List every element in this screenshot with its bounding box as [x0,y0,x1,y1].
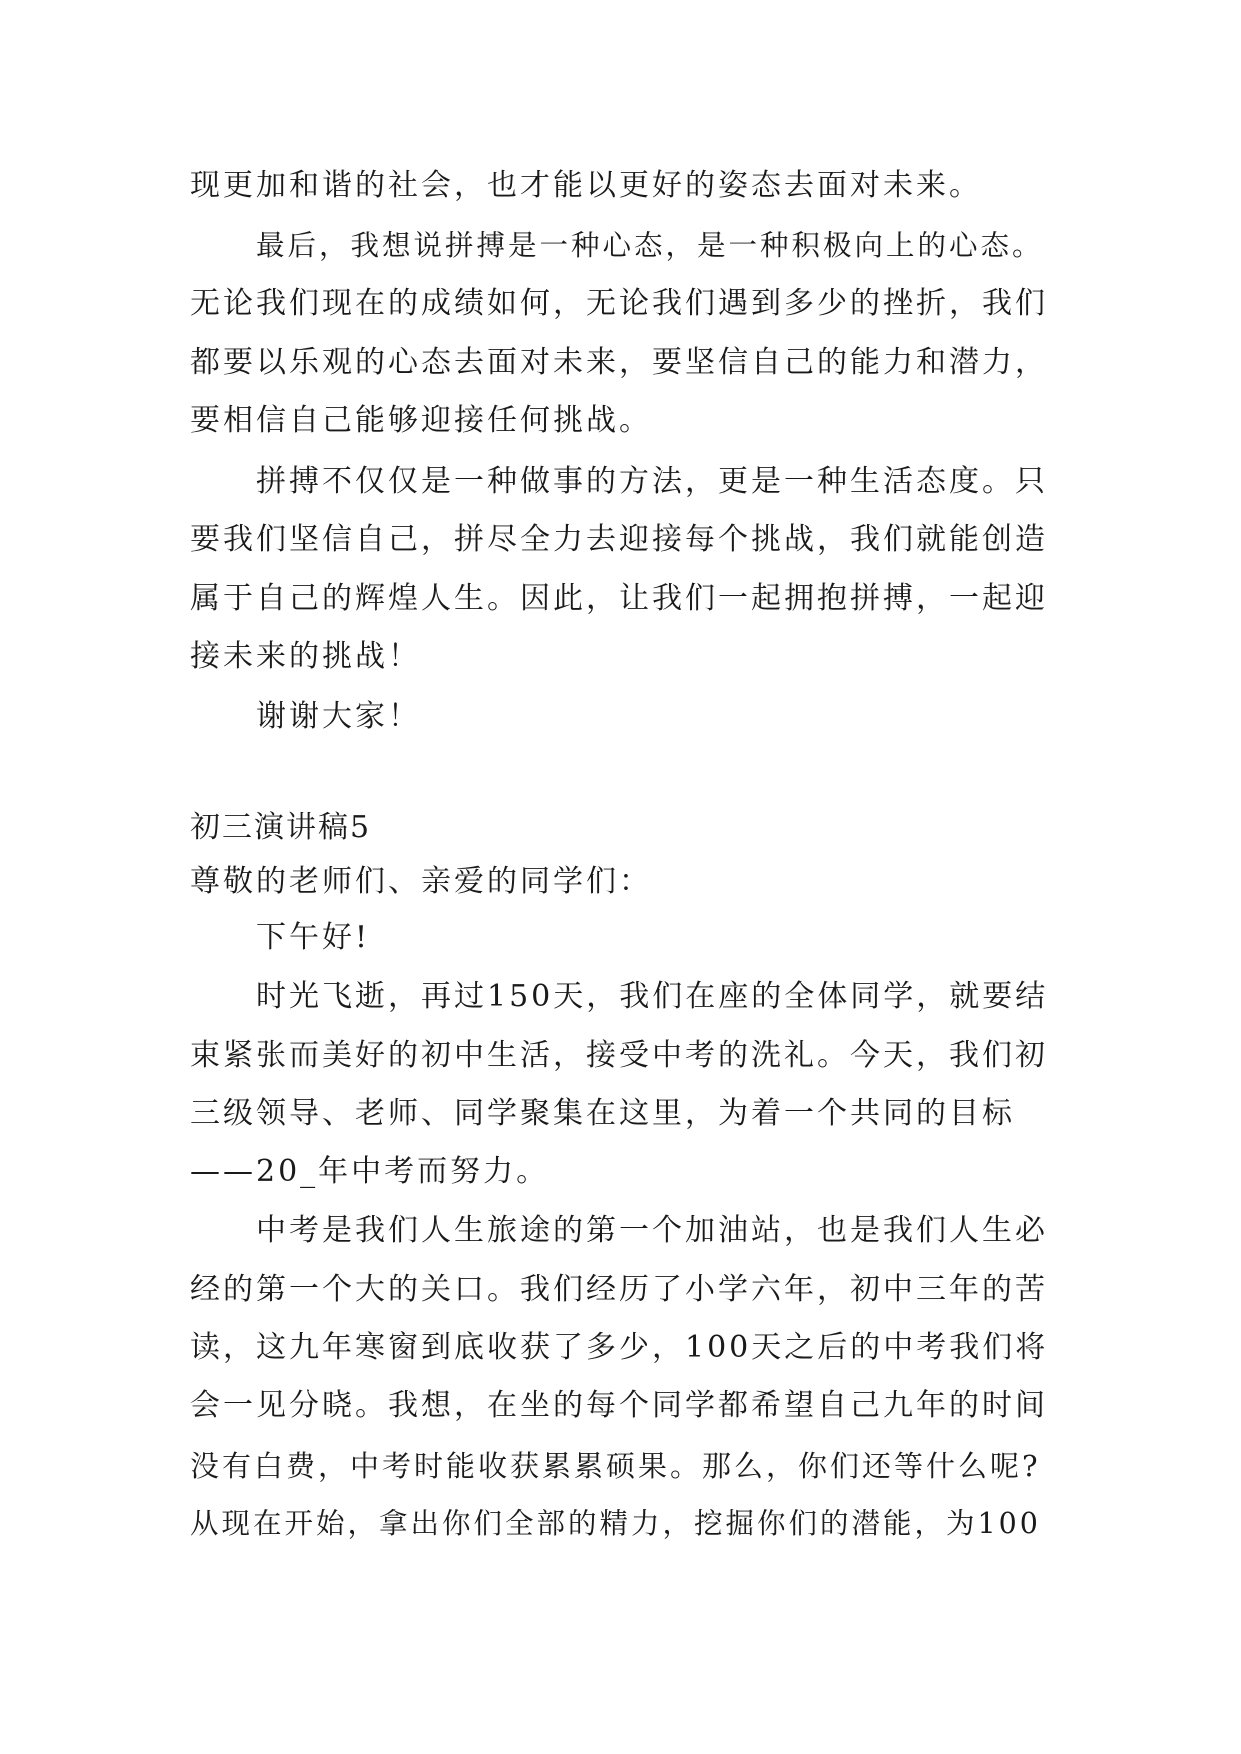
paragraph-line: 要我们坚信自己，拼尽全力去迎接每个挑战，我们就能创造 [190,522,1048,557]
paragraph-line: 接未来的挑战！ [190,639,421,674]
paragraph-line: 最后，我想说拼搏是一种心态，是一种积极向上的心态。 [256,229,1044,262]
salutation: 尊敬的老师们、亲爱的同学们： [190,864,652,899]
paragraph-line: 经的第一个大的关口。我们经历了小学六年，初中三年的苦 [190,1272,1048,1307]
paragraph-line: 都要以乐观的心态去面对未来，要坚信自己的能力和潜力， [190,345,1048,380]
greeting: 下午好! [256,920,371,955]
paragraph-line: 三级领导、老师、同学聚集在这里，为着一个共同的目标 [190,1096,1015,1131]
paragraph-line: 谢谢大家！ [256,699,421,734]
paragraph-line: 束紧张而美好的初中生活，接受中考的洗礼。今天，我们初 [190,1038,1048,1073]
paragraph-line: 会一见分晓。我想，在坐的每个同学都希望自己九年的时间 [190,1388,1048,1423]
paragraph-line: 中考是我们人生旅途的第一个加油站，也是我们人生必 [256,1213,1048,1248]
paragraph-line: 现更加和谐的社会，也才能以更好的姿态去面对未来。 [190,168,982,203]
paragraph-line: 从现在开始，拿出你们全部的精力，挖掘你们的潜能，为100 [190,1507,1041,1540]
paragraph-line: 读，这九年寒窗到底收获了多少，100天之后的中考我们将 [190,1330,1049,1365]
paragraph-line: 属于自己的辉煌人生。因此，让我们一起拥抱拼搏，一起迎 [190,581,1048,616]
paragraph-line: 拼搏不仅仅是一种做事的方法，更是一种生活态度。只 [256,464,1048,499]
section-title: 初三演讲稿5 [190,810,372,845]
paragraph-line: 时光飞逝，再过150天，我们在座的全体同学，就要结 [256,979,1049,1014]
paragraph-line: 要相信自己能够迎接任何挑战。 [190,403,652,438]
paragraph-line: 无论我们现在的成绩如何，无论我们遇到多少的挫折，我们 [190,286,1048,321]
paragraph-line: 没有白费，中考时能收获累累硕果。那么，你们还等什么呢? [190,1449,1041,1483]
paragraph-line: ——20_年中考而努力。 [190,1154,550,1189]
